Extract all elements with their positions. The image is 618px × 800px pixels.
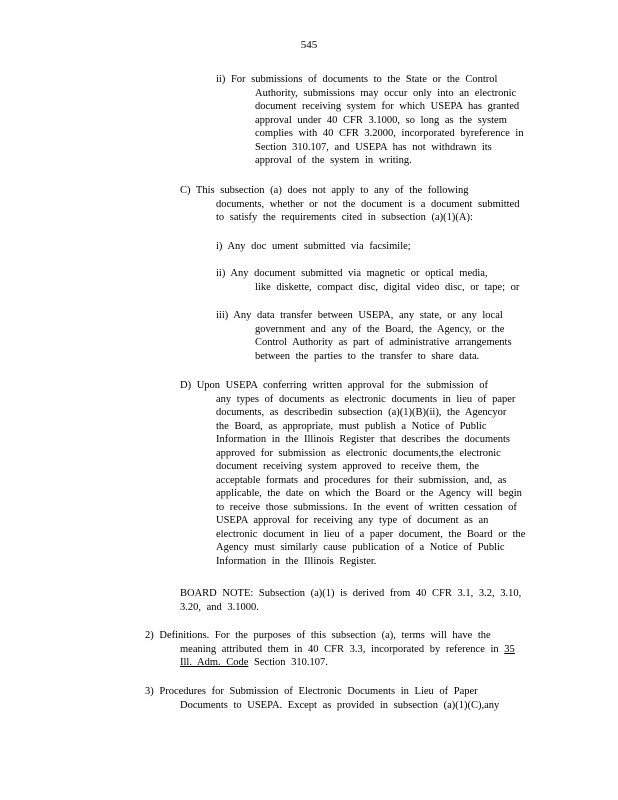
text-line: 3) Procedures for Submission of Electronic Documents in Lieu of Paper <box>145 686 478 697</box>
text-line: BOARD NOTE: Subsection (a)(1) is derived from 40 CFR 3.1, 3.2, 3.10, <box>180 588 522 599</box>
text-segment: meaning attributed them in 40 CFR 3.3, incorporated by reference in <box>180 643 499 655</box>
text-line: document receiving system approved to receive them, the <box>216 461 479 472</box>
paragraph-D <box>180 379 540 568</box>
text-line <box>145 656 545 670</box>
text-line: Information in the Illinois Register that describes the documents <box>216 434 511 445</box>
text-line: complies with 40 CFR 3.2000, incorporated byreference in <box>255 128 524 139</box>
text-line: applicable, the date on which the Board or the Agency will begin <box>216 488 522 499</box>
text-line: to satisfy the requirements cited in subsection (a)(1)(A): <box>216 212 473 223</box>
text-line: 2) Definitions. For the purposes of this subsection (a), terms will have the <box>145 630 491 641</box>
paragraph-2-definitions <box>145 629 545 670</box>
text-line: USEPA approval for receiving any type of document as an <box>216 515 489 526</box>
paragraph-C-i <box>216 240 536 254</box>
text-line: Documents to USEPA. Except as provided in subsection (a)(1)(C),any <box>180 699 500 711</box>
text-line: Control Authority as part of administrative arrangements <box>255 337 512 348</box>
text-line: iii) Any data transfer between USEPA, any state, or any local <box>216 310 503 321</box>
paragraph-ii-state-submissions <box>216 73 546 168</box>
text-line: any types of documents as electronic documents in lieu of paper <box>216 393 516 405</box>
citation-link: 35 <box>504 643 515 655</box>
text-line: electronic document in lieu of a paper document, the Board or the <box>216 528 526 540</box>
paragraph-C <box>180 184 530 225</box>
text-line: approval of the system in writing. <box>255 155 412 166</box>
text-line: Information in the Illinois Register. <box>216 555 377 567</box>
text-line: D) Upon USEPA conferring written approval for the submission of <box>180 380 489 391</box>
text-line: acceptable formats and procedures for their submission, and, as <box>216 474 507 486</box>
paragraph-C-iii <box>216 309 536 363</box>
paragraph-C-ii <box>216 267 536 294</box>
text-line: between the parties to the transfer to share data. <box>255 350 480 362</box>
text-segment: Section 310.107. <box>248 657 328 668</box>
text-line: ii) Any document submitted via magnetic or optical media, <box>216 268 488 279</box>
text-line: document receiving system for which USEPA has granted <box>255 101 520 112</box>
text-line: documents, whether or not the document is a document submitted <box>216 198 520 210</box>
text-line: like diskette, compact disc, digital video disc, or tape; or <box>255 281 520 293</box>
text-line: C) This subsection (a) does not apply to any of the following <box>180 185 469 196</box>
text-line: Agency must similarly cause publication of a Notice of Public <box>216 542 505 553</box>
text-line: to receive those submissions. In the event of written cessation of <box>216 501 517 513</box>
text-line: Authority, submissions may occur only into an electronic <box>255 87 517 99</box>
text-line: i) Any doc ument submitted via facsimile; <box>216 241 411 252</box>
citation-link: Ill. Adm. Code <box>180 657 249 668</box>
text-line: ii) For submissions of documents to the State or the Control <box>216 74 498 85</box>
text-line: 3.20, and 3.1000. <box>180 601 259 613</box>
text-line <box>145 643 545 657</box>
text-line: approved for submission as electronic documents,the electronic <box>216 447 501 459</box>
text-line: the Board, as appropriate, must publish a Notice of Public <box>216 420 487 432</box>
text-line: government and any of the Board, the Agency, or the <box>255 323 505 335</box>
text-line: Section 310.107, and USEPA has not withdrawn its <box>255 141 492 153</box>
text-line: approval under 40 CFR 3.1000, so long as the system <box>255 114 507 126</box>
page-number: 545 <box>300 39 318 51</box>
board-note <box>180 587 540 614</box>
paragraph-3-procedures <box>145 685 545 712</box>
text-line: documents, as describedin subsection (a)(1)(B)(ii), the Agencyor <box>216 407 507 418</box>
